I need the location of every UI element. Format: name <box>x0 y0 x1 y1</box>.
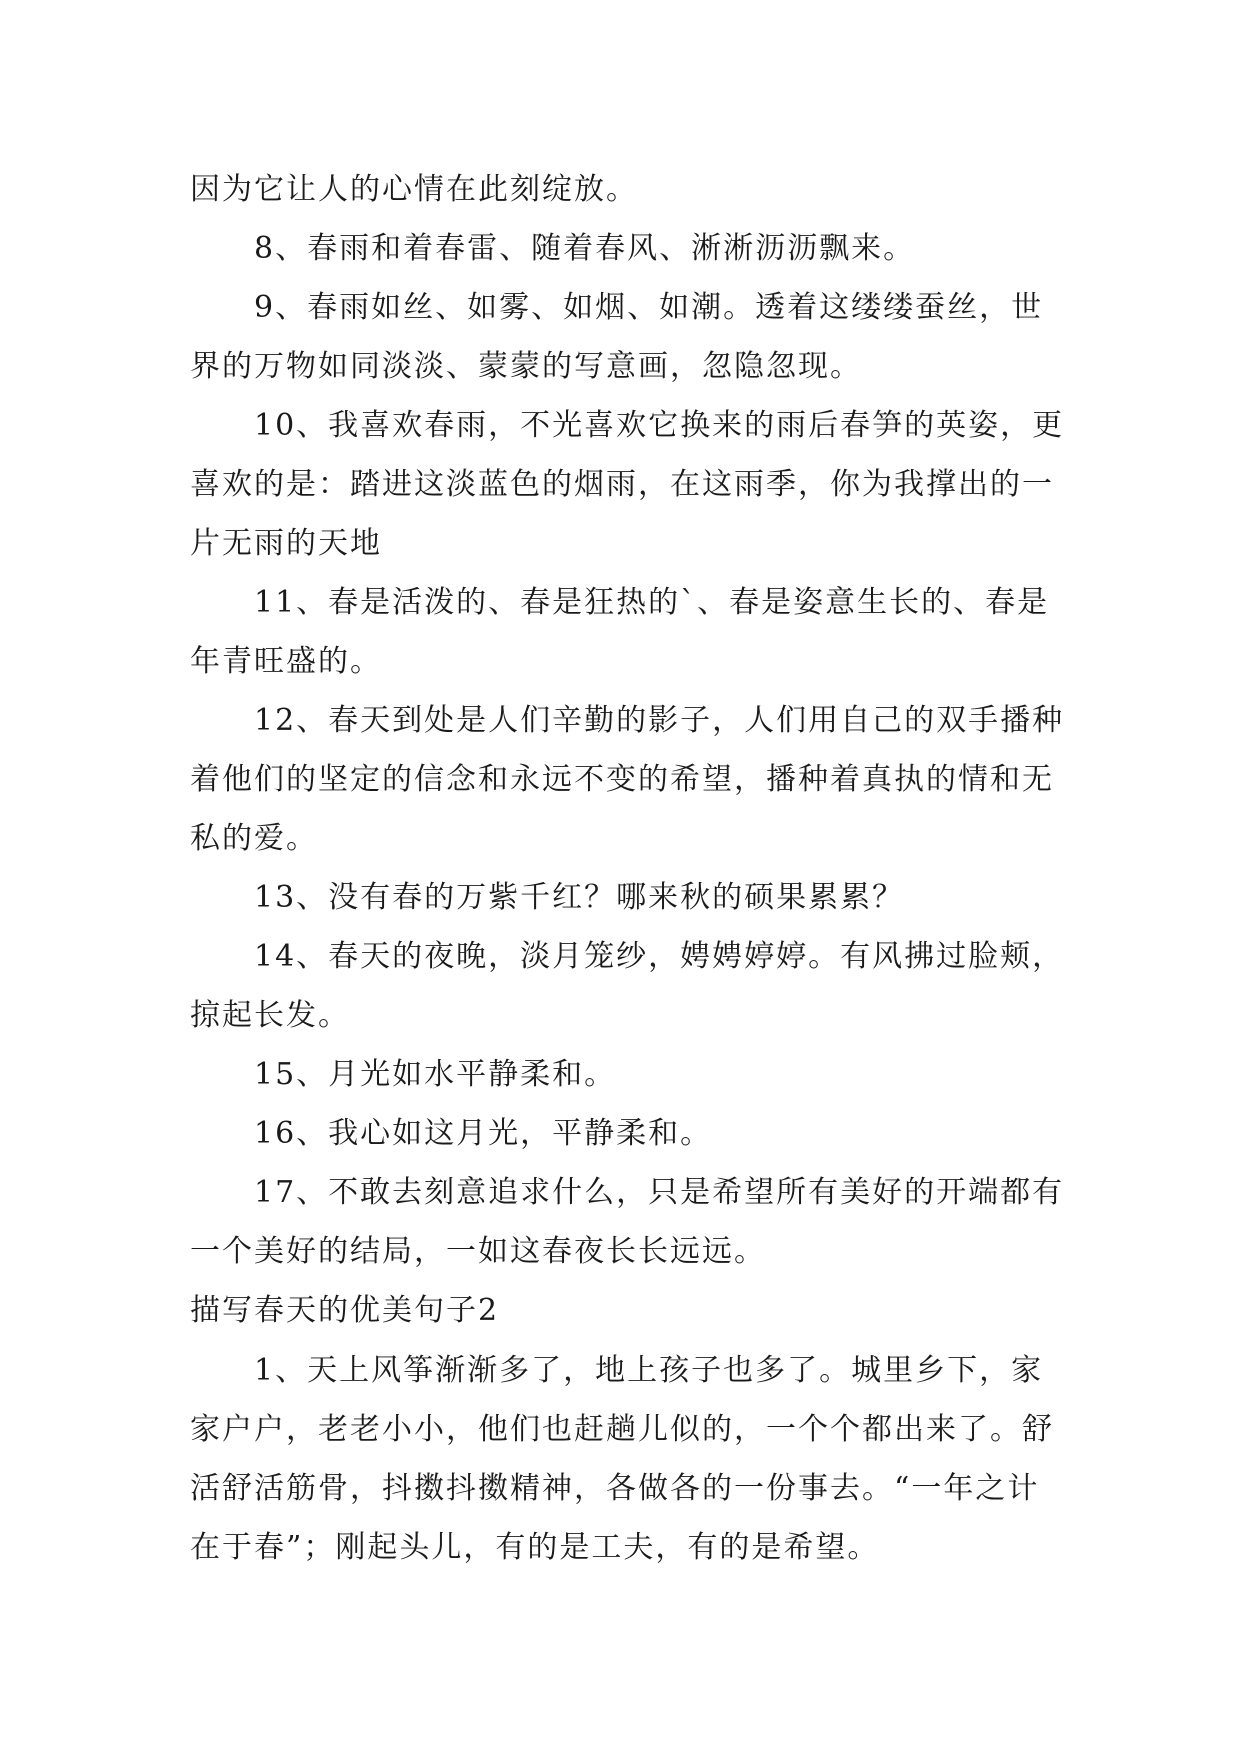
paragraph-0: 因为它让人的心情在此刻绽放。 <box>190 172 638 207</box>
paragraph-15: 15、月光如水平静柔和。 <box>254 1057 617 1092</box>
document-body <box>190 160 1070 1577</box>
paragraph-8: 8、春雨和着春雷、随着春风、淅淅沥沥飘来。 <box>254 231 916 266</box>
paragraph-10: 10、我喜欢春雨，不光喜欢它换来的雨后春笋的英姿，更喜欢的是：踏进这淡蓝色的烟雨，在这雨季，你为我撑出的一片无雨的天地 <box>190 408 1065 561</box>
paragraph-11: 11、春是活泼的、春是狂热的`、春是姿意生长的、春是年青旺盛的。 <box>190 585 1050 679</box>
paragraph-12: 12、春天到处是人们辛勤的影子，人们用自己的双手播种着他们的坚定的信念和永远不变的希望，播种着真执的情和无私的爱。 <box>190 703 1065 856</box>
paragraph-9: 9、春雨如丝、如雾、如烟、如潮。透着这缕缕蚕丝，世界的万物如同淡淡、蒙蒙的写意画，忽隐忽现。 <box>190 290 1044 384</box>
paragraph-17: 17、不敢去刻意追求什么，只是希望所有美好的开端都有一个美好的结局，一如这春夜长长远远。 <box>190 1175 1065 1269</box>
paragraph-13: 13、没有春的万紫千红？哪来秋的硕果累累？ <box>254 880 905 915</box>
paragraph-16: 16、我心如这月光，平静柔和。 <box>254 1116 713 1151</box>
section-heading: 描写春天的优美句子2 <box>190 1293 500 1328</box>
paragraph-14: 14、春天的夜晚，淡月笼纱，娉娉婷婷。有风拂过脸颊，掠起长发。 <box>190 939 1065 1033</box>
section2-paragraph-1: 1、天上风筝渐渐多了，地上孩子也多了。城里乡下，家家户户，老老小小，他们也赶趟儿似的，一个个都出来了。舒活舒活筋骨，抖擞抖擞精神，各做各的一份事去。“一年之计在于春”；刚起头儿，有的是工夫，有的是希望。 <box>190 1353 1054 1565</box>
